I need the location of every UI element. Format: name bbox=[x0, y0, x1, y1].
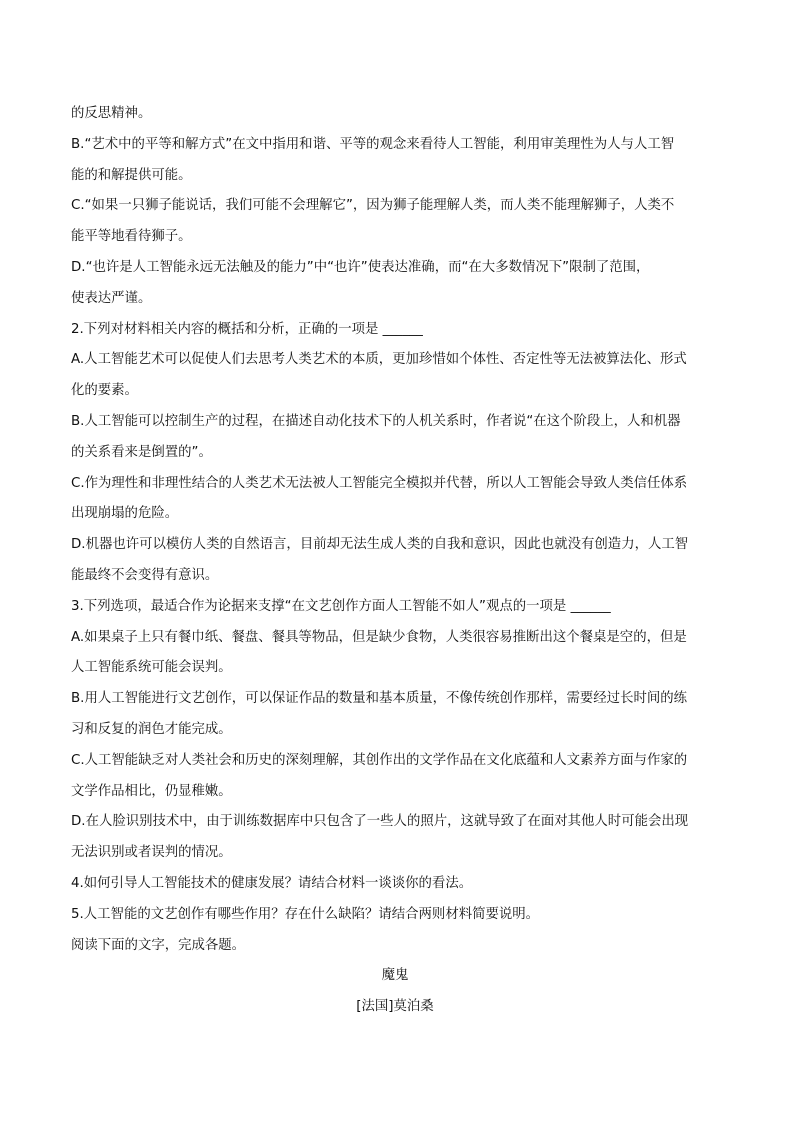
reading-instruction: 阅读下面的文字，完成各题。 bbox=[71, 937, 246, 953]
text-line: 能平等地看待狮子。 bbox=[71, 229, 192, 245]
option-b-line: B.“艺术中的平等和解方式”在文中指用和谐、平等的观念来看待人工智能，利用审美理性为人与人工智 bbox=[71, 136, 675, 152]
option-d-line: D.机器也许可以模仿人类的自然语言，目前却无法生成人类的自我和意识，因此也就没有创造力，人工智 bbox=[71, 537, 689, 553]
option-d-line: D.“也许是人工智能永远无法触及的能力”中“也许”使表达准确，而“在大多数情况下”限制了范围， bbox=[71, 259, 650, 275]
text-line: 的关系看来是倒置的”。 bbox=[71, 444, 212, 460]
option-c-line: C.作为理性和非理性结合的人类艺术无法被人工智能完全模拟并代替，所以人工智能会导致人类信任体系 bbox=[71, 475, 688, 491]
text-line: 化的要素。 bbox=[71, 383, 138, 399]
option-a-line: A.人工智能艺术可以促使人们去思考人类艺术的本质，更加珍惜如个体性、否定性等无法被算法化、形式 bbox=[71, 352, 687, 368]
question-2: 2.下列对材料相关内容的概括和分析，正确的一项是 ______ bbox=[71, 321, 423, 337]
question-4: 4.如何引导人工智能技术的健康发展？请结合材料一谈谈你的看法。 bbox=[71, 875, 473, 891]
text-line: 使表达严谨。 bbox=[71, 290, 152, 306]
text-body bbox=[71, 99, 719, 1023]
passage-title: 魔鬼 bbox=[381, 968, 409, 984]
text-line: 无法识别或者误判的情况。 bbox=[71, 845, 232, 861]
text-line: 习和反复的润色才能完成。 bbox=[71, 721, 232, 737]
question-3: 3.下列选项，最适合作为论据来支撑“在文艺创作方面人工智能不如人”观点的一项是 ______ bbox=[71, 598, 611, 614]
option-b-line: B.用人工智能进行文艺创作，可以保证作品的数量和基本质量，不像传统创作那样，需要经过长时间的练 bbox=[71, 691, 688, 707]
option-c-line: C.“如果一只狮子能说话，我们可能不会理解它”，因为狮子能理解人类，而人类不能理解狮子，人类不 bbox=[71, 198, 675, 214]
text-line: 文学作品相比，仍显稚嫩。 bbox=[71, 783, 232, 799]
text-line: 人工智能系统可能会误判。 bbox=[71, 660, 232, 676]
option-c-line: C.人工智能缺乏对人类社会和历史的深刻理解，其创作出的文学作品在文化底蕴和人文素养方面与作家的 bbox=[71, 752, 688, 768]
option-b-line: B.人工智能可以控制生产的过程，在描述自动化技术下的人机关系时，作者说“在这个阶段上，人和机器 bbox=[71, 413, 681, 429]
question-5: 5.人工智能的文艺创作有哪些作用？存在什么缺陷？请结合两则材料简要说明。 bbox=[71, 906, 540, 922]
option-a-line: A.如果桌子上只有餐巾纸、餐盘、餐具等物品，但是缺少食物，人类很容易推断出这个餐桌是空的，但是 bbox=[71, 629, 687, 645]
text-line: 的反思精神。 bbox=[71, 106, 152, 121]
text-line: 出现崩塌的危险。 bbox=[71, 506, 179, 522]
text-line: 能最终不会变得有意识。 bbox=[71, 567, 219, 583]
passage-author: [法国]莫泊桑 bbox=[356, 999, 434, 1015]
option-d-line: D.在人脸识别技术中，由于训练数据库中只包含了一些人的照片，这就导致了在面对其他人时可能会出现 bbox=[71, 814, 689, 830]
text-line: 能的和解提供可能。 bbox=[71, 167, 192, 183]
